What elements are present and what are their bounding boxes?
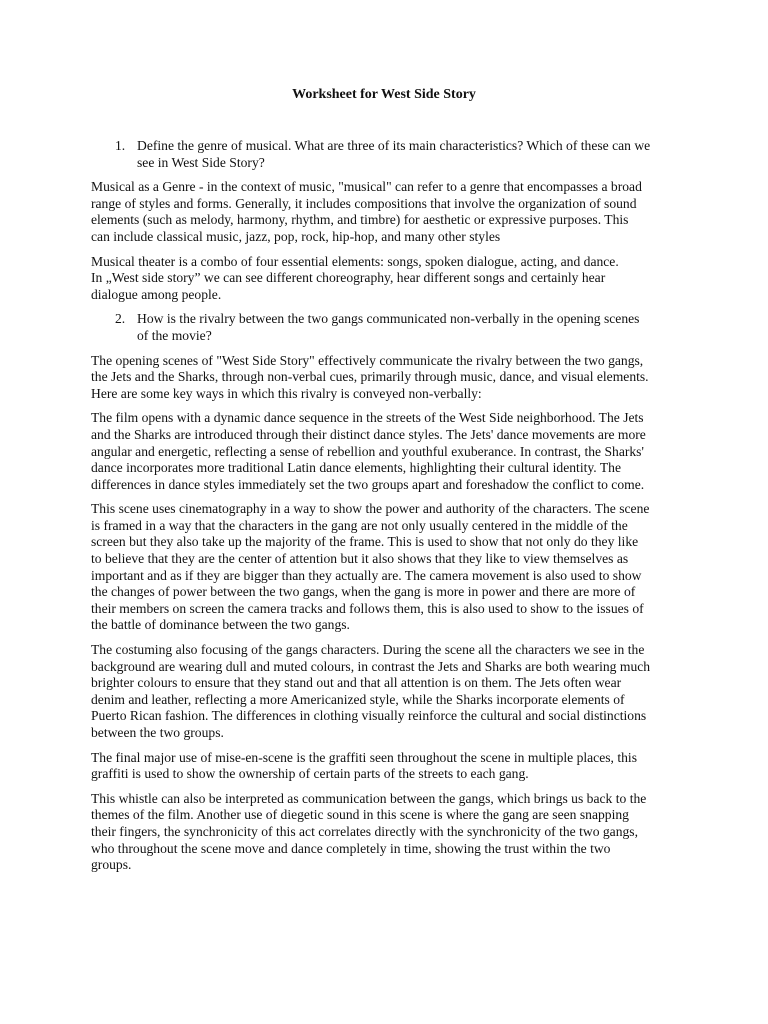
paragraph-line: screen but they also take up the majority of the frame. This is used to show that not only do they like	[91, 534, 639, 550]
paragraph-line: This scene uses cinematography in a way to show the power and authority of the characters. The scene	[91, 501, 650, 517]
paragraph-line: their fingers, the synchronicity of this act correlates directly with the synchronicity of the two gangs,	[91, 823, 638, 839]
paragraph-line: important and as if they are bigger than they actually are. The camera movement is also used to show	[91, 567, 642, 583]
question-1-line: see in West Side Story?	[137, 154, 265, 170]
paragraph-line: who throughout the scene move and dance completely in time, showing the trust within the two	[91, 840, 611, 856]
paragraph-line: their members on screen the camera tracks and follows them, this is also used to show to the issues of	[91, 600, 644, 616]
paragraph-line: groups.	[91, 857, 132, 873]
paragraph-line: denim and leather, reflecting a more Americanized style, while the Sharks incorporate elements of	[91, 691, 625, 707]
paragraph-line: In „West side story” we can see different choreography, hear different songs and certainly hear	[91, 270, 606, 286]
paragraph-line: elements (such as melody, harmony, rhythm, and timbre) for aesthetic or expressive purposes. This	[91, 212, 629, 228]
paragraph-line: This whistle can also be interpreted as communication between the gangs, which brings us back to the	[91, 790, 647, 806]
document-body	[91, 138, 683, 882]
paragraph-line: the changes of power between the two gangs, when the gang is more in power and there are more of	[91, 584, 636, 600]
paragraph-line: background are wearing dull and muted colours, in contrast the Jets and Sharks are both wearing much	[91, 658, 651, 674]
paragraph-cinematography	[91, 501, 683, 634]
paragraph-line: The opening scenes of "West Side Story" effectively communicate the rivalry between the two gangs,	[91, 352, 644, 368]
paragraph-whistle	[91, 791, 683, 874]
paragraph-musical-theater	[91, 254, 683, 304]
paragraph-musical-genre	[91, 179, 683, 245]
paragraph-line: angular and energetic, reflecting a sense of rebellion and youthful exuberance. In contrast, the Sharks'	[91, 443, 644, 459]
question-1-number: 1.	[115, 138, 126, 153]
paragraph-costuming	[91, 642, 683, 742]
paragraph-line: Puerto Rican fashion. The differences in clothing visually reinforce the cultural and social distinctions	[91, 708, 647, 724]
paragraph-graffiti	[91, 750, 683, 783]
question-2	[91, 311, 683, 344]
paragraph-line: brighter colours to ensure that they stand out and that all attention is on them. The Jets often wear	[91, 675, 622, 691]
question-2-line: How is the rivalry between the two gangs communicated non-verbally in the opening scenes	[137, 311, 640, 327]
paragraph-line: dialogue among people.	[91, 286, 222, 302]
paragraph-line: differences in dance styles immediately set the two groups apart and foreshadow the conflict to come.	[91, 476, 645, 492]
paragraph-line: dance incorporates more traditional Latin dance elements, highlighting their cultural identity. The	[91, 460, 621, 476]
document-title: Worksheet for West Side Story	[292, 87, 476, 102]
paragraph-line: Here are some key ways in which this rivalry is conveyed non-verbally:	[91, 385, 482, 401]
paragraph-line: the battle of dominance between the two gangs.	[91, 617, 350, 633]
paragraph-line: to believe that they are the center of attention but it also shows that they like to view themselves as	[91, 551, 629, 567]
question-1	[91, 138, 683, 171]
paragraph-line: range of styles and forms. Generally, it includes compositions that involve the organization of sound	[91, 195, 637, 211]
paragraph-line: Musical as a Genre - in the context of music, "musical" can refer to a genre that encompasses a broad	[91, 179, 642, 195]
question-2-number: 2.	[115, 311, 126, 327]
question-1-line: Define the genre of musical. What are three of its main characteristics? Which of these can we	[137, 138, 651, 153]
paragraph-dance-sequence	[91, 410, 683, 493]
paragraph-line: Musical theater is a combo of four essential elements: songs, spoken dialogue, acting, and dance.	[91, 253, 619, 269]
paragraph-line: is framed in a way that the characters in the gang are not only usually centered in the middle of the	[91, 517, 628, 533]
paragraph-line: the Jets and the Sharks, through non-verbal cues, primarily through music, dance, and visual elements.	[91, 369, 649, 385]
paragraph-line: The film opens with a dynamic dance sequence in the streets of the West Side neighborhood. The Jets	[91, 410, 644, 426]
paragraph-line: between the two groups.	[91, 725, 224, 740]
paragraph-line: and the Sharks are introduced through their distinct dance styles. The Jets' dance movements are more	[91, 426, 646, 442]
paragraph-line: themes of the film. Another use of diegetic sound in this scene is where the gang are seen snapping	[91, 807, 629, 823]
paragraph-line: The final major use of mise-en-scene is the graffiti seen throughout the scene in multiple places, this	[91, 749, 637, 765]
paragraph-opening-scenes	[91, 353, 683, 403]
paragraph-line: The costuming also focusing of the gangs characters. During the scene all the characters we see in the	[91, 642, 645, 658]
question-2-line: of the movie?	[137, 327, 212, 343]
paragraph-line: can include classical music, jazz, pop, rock, hip-hop, and many other styles	[91, 228, 501, 244]
paragraph-line: graffiti is used to show the ownership of certain parts of the streets to each gang.	[91, 766, 529, 782]
